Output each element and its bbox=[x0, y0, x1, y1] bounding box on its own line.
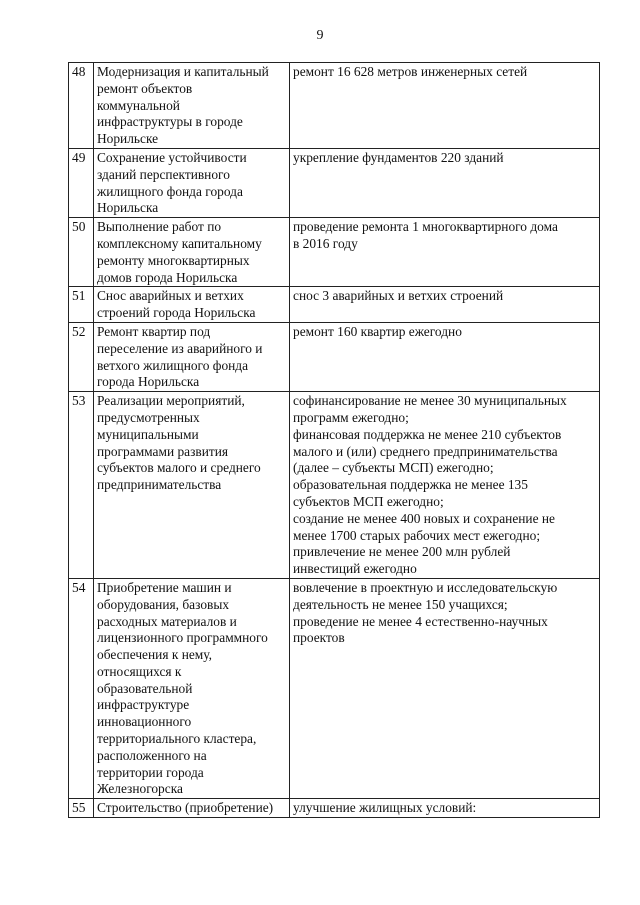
measure-name-line: оборудования, базовых bbox=[97, 596, 230, 612]
measure-name-line: субъектов малого и среднего bbox=[97, 460, 261, 476]
measure-name-cell bbox=[94, 287, 290, 323]
table-row bbox=[69, 218, 600, 287]
row-number: 50 bbox=[69, 218, 94, 287]
measure-name-line: Железногорска bbox=[97, 781, 183, 797]
measure-name-cell bbox=[94, 218, 290, 287]
expected-result-cell bbox=[290, 392, 600, 579]
measure-name-cell bbox=[94, 63, 290, 149]
row-number: 53 bbox=[69, 392, 94, 579]
measure-name-cell bbox=[94, 578, 290, 798]
table-row bbox=[69, 287, 600, 323]
measure-name-line: города Норильска bbox=[97, 374, 200, 390]
measure-name-line: коммунальной bbox=[97, 97, 180, 113]
measure-name-line: строений города Норильска bbox=[97, 305, 256, 321]
measure-name-line: программами развития bbox=[97, 443, 229, 459]
expected-result-line: финансовая поддержка не менее 210 субъектов bbox=[293, 426, 562, 442]
measure-name-cell bbox=[94, 799, 290, 818]
table-row bbox=[69, 63, 600, 149]
table-row bbox=[69, 578, 600, 798]
measures-table-body bbox=[69, 63, 600, 818]
measure-name-line: относящихся к bbox=[97, 663, 182, 679]
measure-name-line: Приобретение машин и bbox=[97, 579, 232, 595]
page-number: 9 bbox=[316, 28, 324, 43]
measure-name-line: Выполнение работ по bbox=[97, 219, 222, 235]
row-number: 54 bbox=[69, 578, 94, 798]
expected-result-line: улучшение жилищных условий: bbox=[293, 800, 477, 816]
expected-result-line: субъектов МСП ежегодно; bbox=[293, 493, 444, 509]
measure-name-cell bbox=[94, 392, 290, 579]
measure-name-line: Норильске bbox=[97, 131, 159, 147]
measure-name-line: Строительство (приобретение) bbox=[97, 800, 274, 816]
measure-name-line: комплексному капитальному bbox=[97, 235, 262, 251]
table-row bbox=[69, 392, 600, 579]
measure-name-line: предпринимательства bbox=[97, 477, 222, 493]
measure-name-line: переселение из аварийного и bbox=[97, 340, 263, 356]
measure-name-line: территориального кластера, bbox=[97, 731, 257, 747]
measure-name-line: территории города bbox=[97, 764, 204, 780]
measure-name-line: Модернизация и капитальный bbox=[97, 64, 269, 79]
expected-result-line: в 2016 году bbox=[293, 235, 358, 251]
expected-result-line: проведение ремонта 1 многоквартирного дома bbox=[293, 219, 558, 235]
measures-table bbox=[68, 62, 600, 818]
expected-result-cell bbox=[290, 218, 600, 287]
measure-name-line: инфраструктуры в городе bbox=[97, 114, 243, 130]
table-row bbox=[69, 799, 600, 818]
expected-result-line: проектов bbox=[293, 630, 345, 646]
expected-result-line: создание не менее 400 новых и сохранение не bbox=[293, 510, 555, 526]
expected-result-cell bbox=[290, 148, 600, 217]
measure-name-line: Ремонт квартир под bbox=[97, 323, 211, 339]
expected-result-line: проведение не менее 4 естественно-научных bbox=[293, 613, 548, 629]
expected-result-line: снос 3 аварийных и ветхих строений bbox=[293, 288, 504, 304]
expected-result-cell bbox=[290, 322, 600, 391]
expected-result-cell bbox=[290, 63, 600, 149]
expected-result-line: менее 1700 старых рабочих мест ежегодно; bbox=[293, 527, 541, 543]
expected-result-line: (далее – субъекты МСП) ежегодно; bbox=[293, 460, 494, 476]
measure-name-line: Реализации мероприятий, bbox=[97, 393, 245, 409]
measure-name-line: Норильска bbox=[97, 200, 159, 216]
table-row bbox=[69, 322, 600, 391]
row-number: 51 bbox=[69, 287, 94, 323]
measure-name-line: зданий перспективного bbox=[97, 166, 230, 182]
measure-name-line: домов города Норильска bbox=[97, 269, 238, 285]
measure-name-line: расходных материалов и bbox=[97, 613, 237, 629]
expected-result-line: вовлечение в проектную и исследовательскую bbox=[293, 579, 558, 595]
measure-name-line: предусмотренных bbox=[97, 409, 200, 425]
measure-name-line: инновационного bbox=[97, 714, 192, 730]
measure-name-line: обеспечения к нему, bbox=[97, 647, 212, 663]
table-row bbox=[69, 148, 600, 217]
expected-result-line: ремонт 160 квартир ежегодно bbox=[293, 323, 462, 339]
expected-result-line: ремонт 16 628 метров инженерных сетей bbox=[293, 64, 528, 79]
expected-result-line: деятельность не менее 150 учащихся; bbox=[293, 596, 508, 612]
expected-result-line: программ ежегодно; bbox=[293, 409, 409, 425]
measure-name-line: ремонту многоквартирных bbox=[97, 252, 250, 268]
measure-name-line: муниципальными bbox=[97, 426, 199, 442]
measure-name-line: лицензионного программного bbox=[97, 630, 268, 646]
measure-name-line: Сохранение устойчивости bbox=[97, 149, 247, 165]
expected-result-line: укрепление фундаментов 220 зданий bbox=[293, 149, 504, 165]
row-number: 55 bbox=[69, 799, 94, 818]
measure-name-line: жилищного фонда города bbox=[97, 183, 243, 199]
expected-result-line: образовательная поддержка не менее 135 bbox=[293, 477, 528, 493]
row-number: 52 bbox=[69, 322, 94, 391]
measure-name-cell bbox=[94, 148, 290, 217]
measure-name-line: Снос аварийных и ветхих bbox=[97, 288, 244, 304]
measure-name-line: инфраструктуре bbox=[97, 697, 190, 713]
measure-name-line: ветхого жилищного фонда bbox=[97, 357, 249, 373]
expected-result-cell bbox=[290, 287, 600, 323]
measure-name-cell bbox=[94, 322, 290, 391]
row-number: 49 bbox=[69, 148, 94, 217]
expected-result-line: малого и (или) среднего предпринимательства bbox=[293, 443, 558, 459]
row-number: 48 bbox=[69, 63, 94, 149]
measure-name-line: расположенного на bbox=[97, 747, 207, 763]
expected-result-cell bbox=[290, 578, 600, 798]
expected-result-line: инвестиций ежегодно bbox=[293, 561, 417, 577]
expected-result-line: привлечение не менее 200 млн рублей bbox=[293, 544, 511, 560]
expected-result-cell bbox=[290, 799, 600, 818]
measure-name-line: образовательной bbox=[97, 680, 193, 696]
expected-result-line: софинансирование не менее 30 муниципальных bbox=[293, 393, 567, 409]
measure-name-line: ремонт объектов bbox=[97, 80, 193, 96]
